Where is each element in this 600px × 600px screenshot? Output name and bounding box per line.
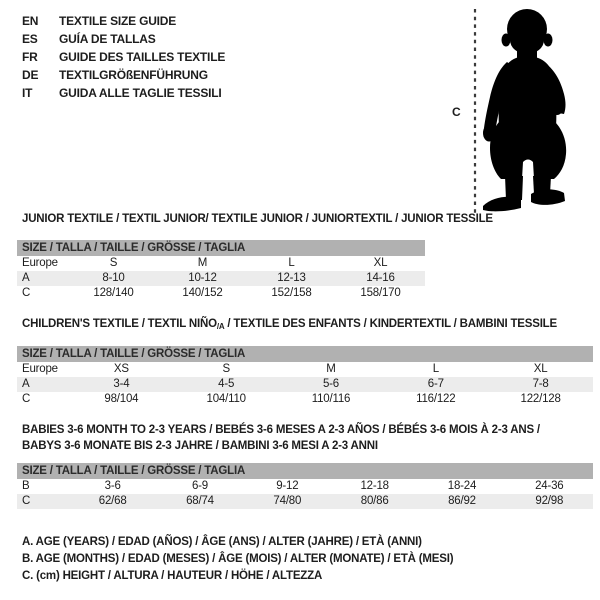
junior-size-table [17,240,425,301]
babies-section-title-line-2: BABYS 3-6 MONATE BIS 2-3 JAHRE / BAMBINI 3-6 MESI A 2-3 ANNI [22,439,378,452]
value-cell: 3-6 [104,480,121,492]
value-cell: 18-24 [447,480,477,492]
value-cell: 110/116 [311,393,351,405]
row-label-cell: Europe [22,363,58,375]
row-label-cell: A [22,378,30,390]
children-section-title-text-after: / TEXTILE DES ENFANTS / KINDERTEXTIL / BAMBINI TESSILE [224,318,557,330]
table-row [17,271,425,286]
value-cell: 74/80 [273,495,302,507]
language-title-list [22,12,225,102]
value-cell: 152/158 [271,287,312,299]
babies-section-title-line-1: BABIES 3-6 MONTH TO 2-3 YEARS / BEBÉS 3-6 MESES A 2-3 AÑOS / BÉBÉS 3-6 MOIS À 2-3 ANS / [22,424,540,436]
value-cell: 12-13 [277,272,306,284]
language-guide-title: TEXTILE SIZE GUIDE [59,14,177,28]
value-cell: 104/110 [206,393,246,405]
language-code: EN [22,14,39,28]
children-section-title-text: CHILDREN'S TEXTILE / TEXTIL NIÑO [22,318,217,330]
value-cell: 7-8 [532,378,549,390]
footnote-line: C. (cm) HEIGHT / ALTURA / HAUTEUR / HÖHE / ALTEZZA [22,570,323,582]
value-cell: S [109,257,118,269]
size-table-header: SIZE / TALLA / TAILLE / GRÖSSE / TAGLIA [17,463,593,479]
babies-section-title [22,423,540,454]
value-cell: 92/98 [535,495,564,507]
value-cell: 12-18 [360,480,389,492]
value-cell: 68/74 [186,495,214,507]
value-cell: 116/122 [416,393,456,405]
value-cell: 6-9 [191,480,208,492]
language-guide-title: TEXTILGRÖßENFÜHRUNG [59,68,208,82]
value-cell: 8-10 [102,272,125,284]
table-row [17,286,425,301]
table-row [17,392,593,407]
language-row [22,30,225,48]
row-label-cell: B [22,480,30,492]
value-cell: 158/170 [360,287,401,299]
footnote-line: B. AGE (MONTHS) / EDAD (MESES) / ÂGE (MOIS) / ALTER (MONATE) / ETÀ (MESI) [22,553,454,565]
baby-silhouette-icon [465,2,595,228]
babies-size-table [17,463,593,509]
value-cell: 24-36 [535,480,564,492]
value-cell: 62/68 [98,495,127,507]
value-cell: 86/92 [448,495,476,507]
value-cell: 128/140 [93,287,134,299]
height-measure-label: C [452,105,461,119]
row-label-cell: C [22,287,31,299]
value-cell: 122/128 [520,393,561,405]
language-row [22,48,225,66]
value-cell: M [326,363,336,375]
row-label-cell: C [22,393,31,405]
value-cell: 3-4 [113,378,130,390]
value-cell: XS [113,363,129,375]
language-guide-title: GUÍA DE TALLAS [59,32,156,46]
size-table-header: SIZE / TALLA / TAILLE / GRÖSSE / TAGLIA [17,240,425,256]
children-section-title-subscript: /A [216,322,225,331]
value-cell: 80/86 [360,495,389,507]
measurement-footnotes [22,534,453,585]
baby-silhouette-shape [483,9,566,211]
value-cell: 9-12 [276,480,299,492]
children-size-table-body [17,362,593,407]
value-cell: XL [533,363,548,375]
value-cell: 4-5 [218,378,235,390]
babies-size-table-body [17,479,593,509]
language-guide-title: GUIDE DES TAILLES TEXTILE [59,50,226,64]
footnote-line: A. AGE (YEARS) / EDAD (AÑOS) / ÂGE (ANS) / ALTER (JAHRE) / ETÀ (ANNI) [22,536,422,548]
language-row [22,12,225,30]
table-row [17,377,593,392]
table-row [17,256,425,271]
value-cell: XL [373,257,388,269]
row-label-cell: C [22,495,31,507]
value-cell: S [222,363,230,375]
junior-section-title [22,213,493,225]
value-cell: 5-6 [322,378,339,390]
value-cell: M [197,257,208,269]
row-label-cell: Europe [22,257,58,269]
language-code: ES [22,32,38,46]
size-table-header: SIZE / TALLA / TAILLE / GRÖSSE / TAGLIA [17,346,593,362]
value-cell: 98/104 [104,393,139,405]
table-row [17,479,593,494]
value-cell: 6-7 [427,378,444,390]
language-row [22,84,225,102]
children-size-table [17,346,593,407]
value-cell: 10-12 [188,272,217,284]
value-cell: 14-16 [366,272,395,284]
language-guide-title: GUIDA ALLE TAGLIE TESSILI [59,86,222,100]
language-code: FR [22,50,38,64]
language-code: IT [22,86,33,100]
value-cell: L [432,363,439,375]
value-cell: L [288,257,295,269]
row-label-cell: A [22,272,30,284]
language-row [22,66,225,84]
language-code: DE [22,68,39,82]
table-row [17,362,593,377]
children-section-title [22,318,557,331]
junior-section-title-text: JUNIOR TEXTILE / TEXTIL JUNIOR/ TEXTILE JUNIOR / JUNIORTEXTIL / JUNIOR TESSILE [22,213,493,225]
table-row [17,494,593,509]
value-cell: 140/152 [182,287,223,299]
junior-size-table-body [17,256,425,301]
